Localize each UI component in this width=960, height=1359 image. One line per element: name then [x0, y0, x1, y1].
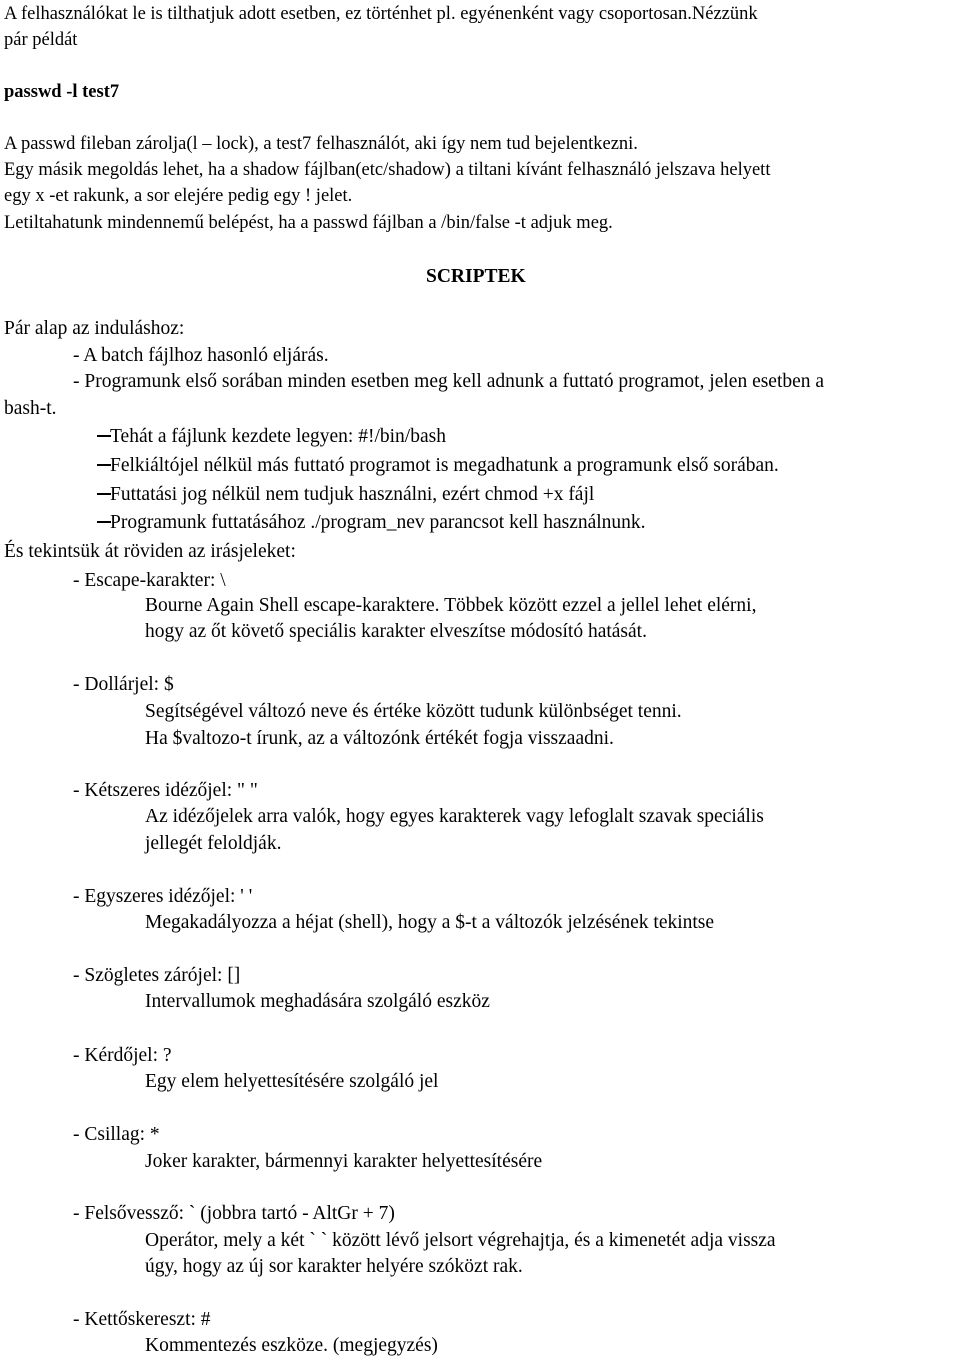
paragraph-shadow-1: Egy másik megoldás lehet, ha a shadow fájlban(etc/shadow) a tiltani kívánt felhasználó jelszava helyett — [4, 160, 771, 180]
dash-item-text: Futtatási jog nélkül nem tudjuk használni, ezért chmod +x fájl — [110, 484, 595, 505]
symbol-term: - Felsővessző: ` (jobbra tartó - AltGr + 7) — [73, 1203, 395, 1224]
dash-item — [75, 453, 935, 479]
symbol-desc: Kommentezés eszköze. (megjegyzés) — [145, 1335, 438, 1356]
dash-item — [75, 510, 935, 536]
symbol-desc: Bourne Again Shell escape-karaktere. Többek között ezzel a jellel lehet elérni, — [145, 595, 757, 616]
symbol-term: - Szögletes zárójel: [] — [73, 965, 241, 986]
symbol-term: - Kétszeres idézőjel: " " — [73, 780, 258, 801]
dash-bullet — [97, 493, 111, 495]
dash-item — [75, 482, 935, 508]
section-lead-2: És tekintsük át röviden az irásjeleket: — [4, 541, 296, 562]
symbol-desc: Ha $valtozo-t írunk, az a változónk értékét fogja visszaadni. — [145, 728, 614, 749]
list-item-shebang-1: - Programunk első sorában minden esetben meg kell adnunk a futtató programot, jelen esetben a — [73, 371, 825, 392]
dash-item-text: Tehát a fájlunk kezdete legyen: #!/bin/bash — [110, 426, 446, 447]
section-title: SCRIPTEK — [426, 266, 526, 287]
dash-bullet — [97, 464, 111, 466]
intro-line-1: A felhasználókat le is tilthatjuk adott esetben, ez történhet pl. egyénenként vagy csoportosan.Nézzünk — [4, 4, 758, 24]
symbol-term: - Egyszeres idézőjel: ' ' — [73, 886, 253, 907]
symbol-desc: Az idézőjelek arra valók, hogy egyes karakterek vagy lefoglalt szavak speciális — [145, 806, 764, 827]
dash-bullet — [97, 521, 111, 523]
symbol-term: - Kettőskereszt: # — [73, 1309, 211, 1330]
dash-item — [75, 424, 935, 450]
symbol-desc: Joker karakter, bármennyi karakter helyettesítésére — [145, 1151, 543, 1172]
symbol-term: - Escape-karakter: \ — [73, 570, 226, 591]
command-example: passwd -l test7 — [4, 82, 120, 102]
list-item-shebang-2: bash-t. — [4, 398, 57, 419]
paragraph-shadow-2: egy x -et rakunk, a sor elejére pedig egy ! jelet. — [4, 186, 353, 206]
symbol-desc: Intervallumok meghadására szolgáló eszköz — [145, 991, 490, 1012]
symbol-desc: jellegét feloldják. — [145, 833, 282, 854]
symbol-term: - Kérdőjel: ? — [73, 1045, 172, 1066]
symbol-term: - Dollárjel: $ — [73, 674, 174, 695]
symbol-desc: hogy az őt követő speciális karakter elveszítse módosító hatását. — [145, 621, 647, 642]
intro-line-2: pár példát — [4, 30, 78, 50]
paragraph-lock: A passwd fileban zárolja(l – lock), a test7 felhasználót, aki így nem tud bejelentkezni. — [4, 134, 638, 154]
paragraph-false: Letiltahatunk mindennemű belépést, ha a passwd fájlban a /bin/false -t adjuk meg. — [4, 213, 613, 233]
symbol-desc: Segítségével változó neve és értéke között tudunk különbséget tenni. — [145, 701, 682, 722]
symbol-desc: úgy, hogy az új sor karakter helyére szóközt rak. — [145, 1256, 523, 1277]
dash-bullet — [97, 435, 111, 437]
symbol-term: - Csillag: * — [73, 1124, 160, 1145]
section-lead: Pár alap az induláshoz: — [4, 318, 185, 339]
symbol-desc: Operátor, mely a két ` ` között lévő jelsort végrehajtja, és a kimenetét adja vissza — [145, 1230, 776, 1251]
dash-item-text: Programunk futtatásához ./program_nev parancsot kell használnunk. — [110, 512, 646, 533]
dash-item-text: Felkiáltójel nélkül más futtató programot is megadhatunk a programunk első sorában. — [110, 455, 779, 476]
symbol-desc: Egy elem helyettesítésére szolgáló jel — [145, 1071, 439, 1092]
list-item-batch: - A batch fájlhoz hasonló eljárás. — [73, 345, 329, 366]
symbol-desc: Megakadályozza a héjat (shell), hogy a $-t a változók jelzésének tekintse — [145, 912, 715, 933]
